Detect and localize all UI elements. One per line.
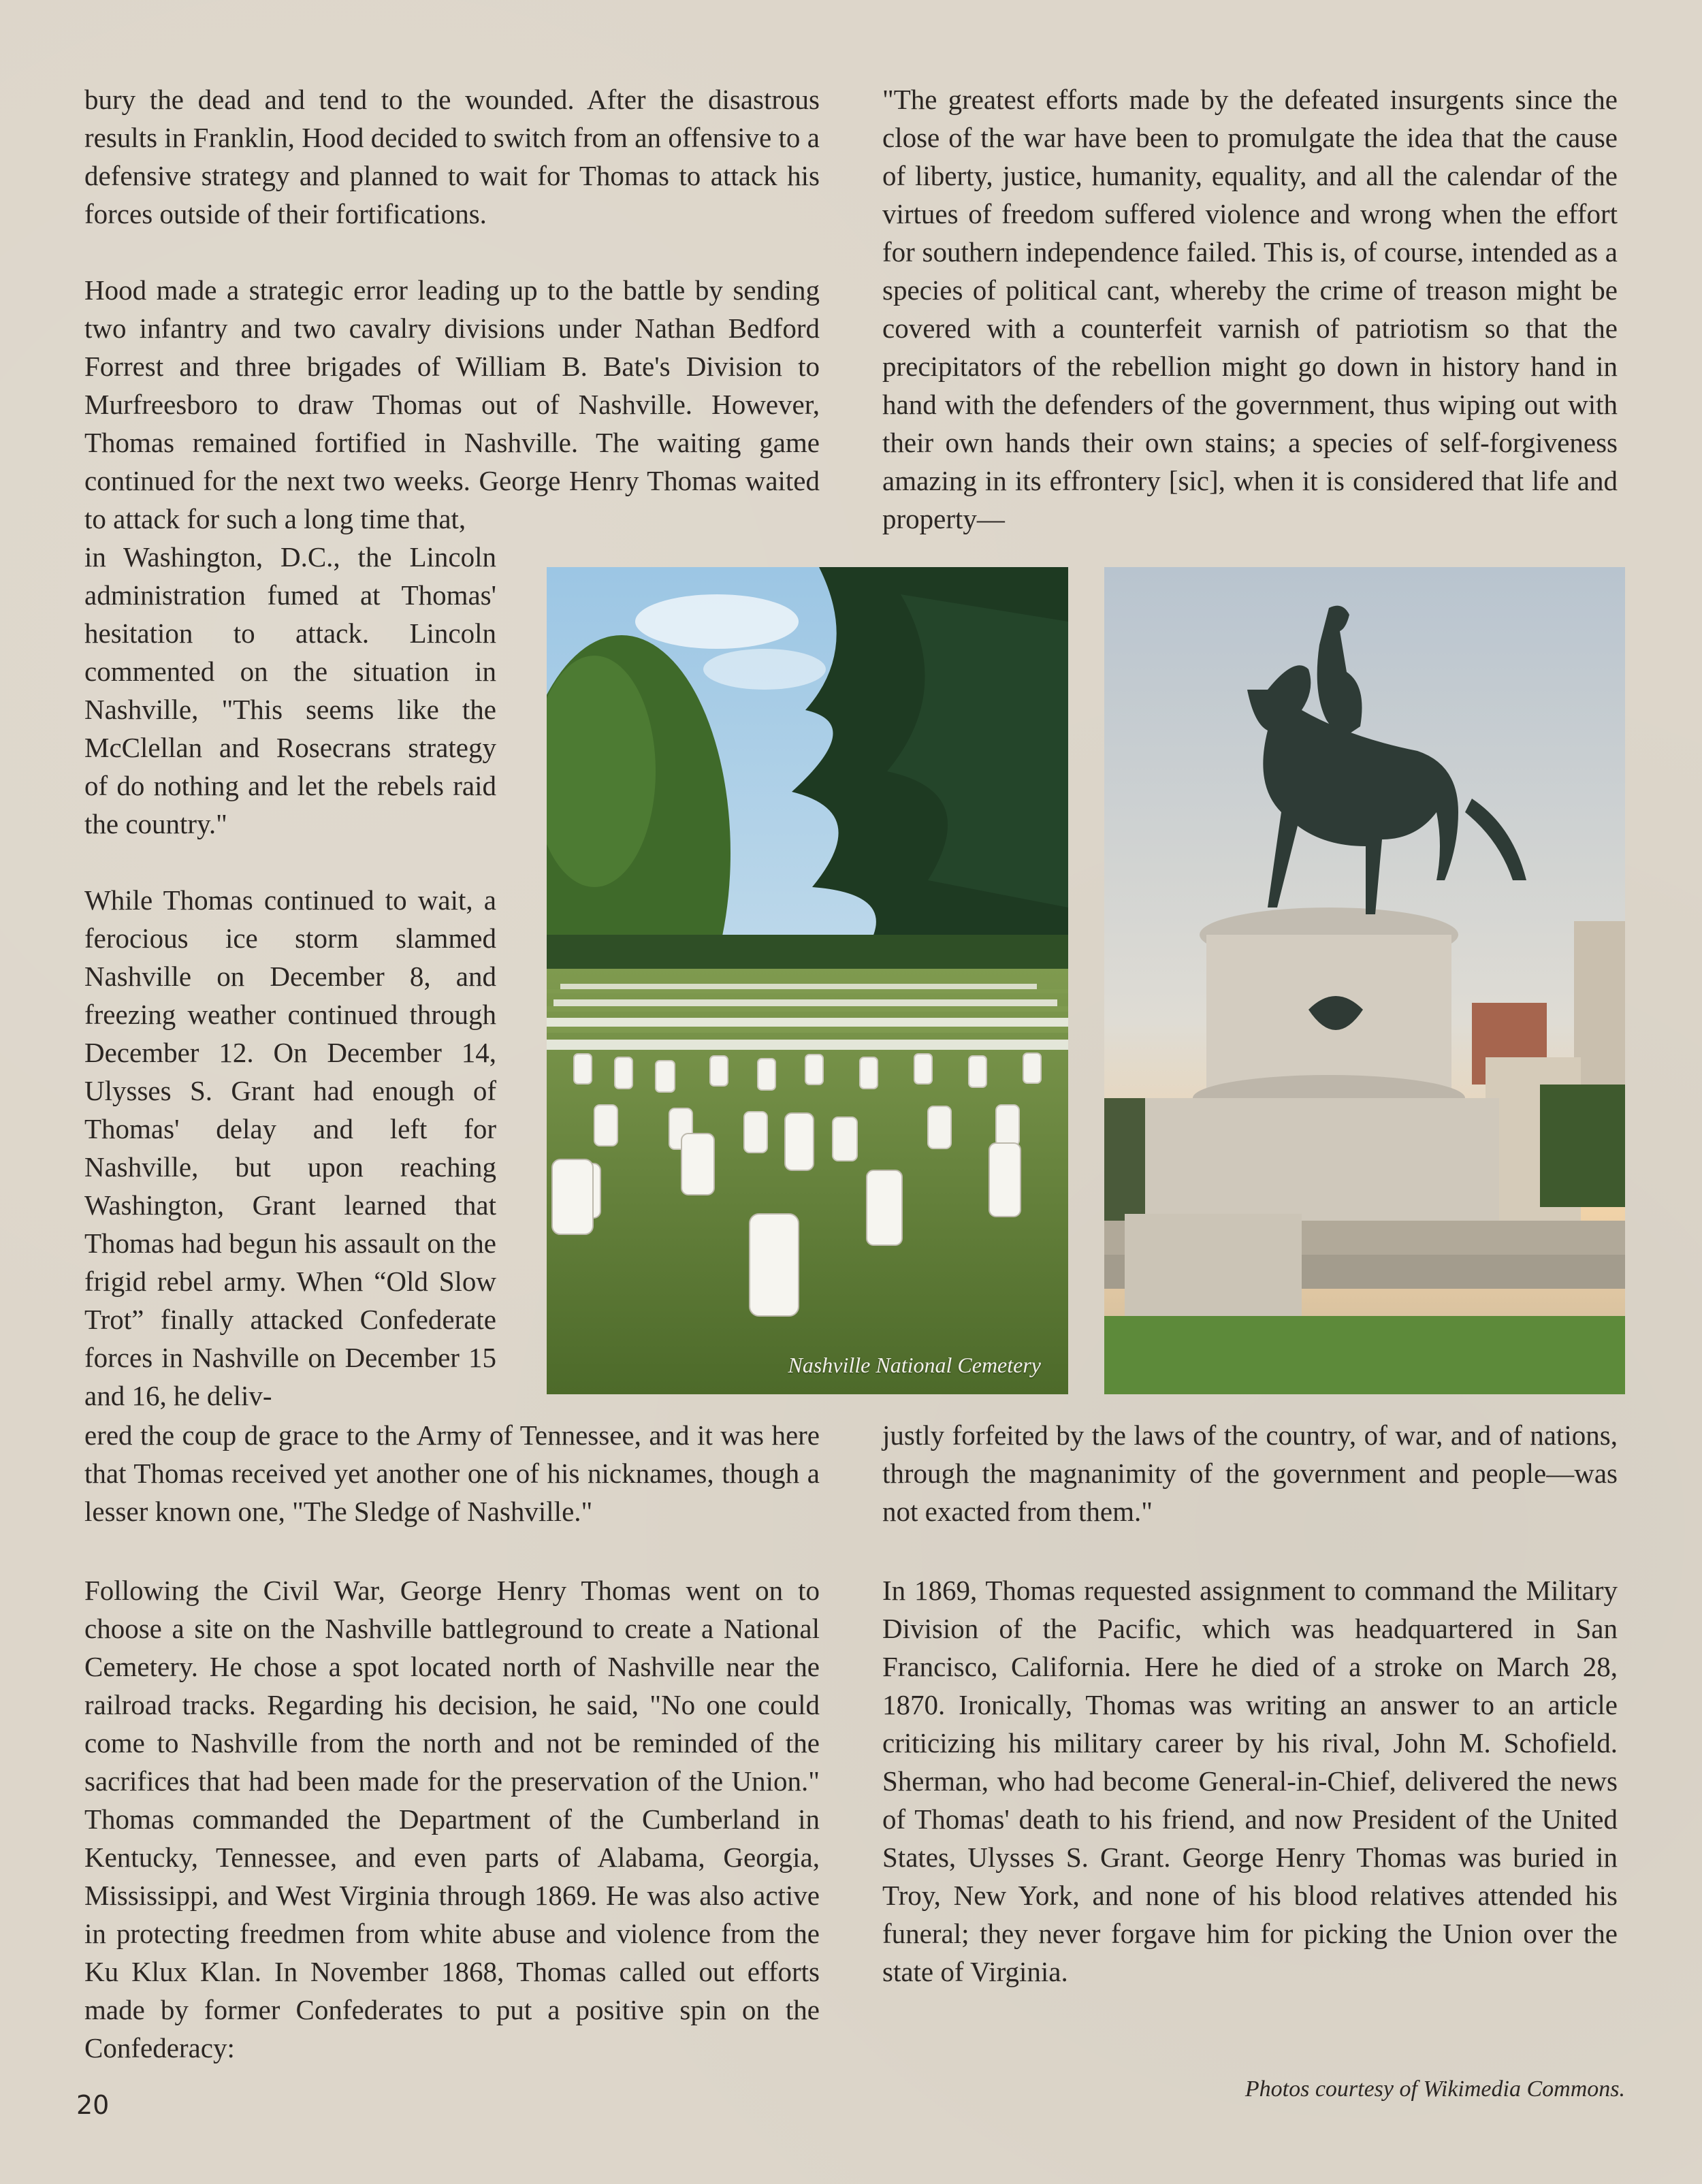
left-paragraph-3-continued: ered the coup de grace to the Army of Tennessee, and it was here that Thomas received yet another one of his nicknames, though a lesser known one, "The Sledge of Nashville." [84, 1419, 820, 1527]
left-paragraph-2-continued: in Washington, D.C., the Lincoln administration fumed at Thomas' hesitation to attack. Lincoln commented on the situation in Nashville, "This seems like the McClellan and Rosecrans strategy of do nothing and let the rebels raid the country." [84, 541, 496, 839]
statue-photo [1104, 567, 1625, 1394]
right-paragraph-1: "The greatest efforts made by the defeated insurgents since the close of the war have been to promulgate the idea that the cause of liberty, justice, humanity, equality, and all the calendar of the virtues of freedom suffered violence and wrong when the effort for southern independence failed. This is, of course, intended as a species of political cant, whereby the crime of treason might be covered with a counterfeit varnish of patriotism so that the precipitators of the rebellion might go down in history hand in hand with the defenders of the government, thus wiping out with their own hands their own stains; a species of self-forgiveness amazing in its effrontery [sic], when it is considered that life and property— [882, 84, 1618, 534]
statue-illustration [1104, 567, 1625, 1394]
cemetery-caption: Nashville National Cemetery [788, 1353, 1041, 1377]
cemetery-photo [547, 567, 1068, 1394]
right-paragraph-2: In 1869, Thomas requested assignment to command the Military Division of the Pacific, which was headquartered in San Francisco, California. Here he died of a stroke on March 28, 1870. Ironically, Thomas was writing an answer to an article criticizing his military career by his rival, John M. Schofield. Sherman, who had become General-in-Chief, delivered the news of Thomas' death to his friend, and now President of the United States, Ulysses S. Grant. George Henry Thomas was buried in Troy, New York, and none of his blood relatives attended his funeral; they never forgave him for picking the Union over the state of Virginia. [882, 1575, 1618, 1987]
photo-credit: Photos courtesy of Wikimedia Commons. [1245, 2076, 1625, 2102]
page-number: 20 [76, 2090, 110, 2120]
left-paragraph-4: Following the Civil War, George Henry Thomas went on to choose a site on the Nashville battleground to create a National Cemetery. He chose a spot located north of Nashville near the railroad tracks. Regarding his decision, he said, "No one could come to Nashville from the north and not be reminded of the sacrifices that had been made for the preservation of the Union." Thomas commanded the Department of the Cumberland in Kentucky, Tennessee, and even parts of Alabama, Georgia, Mississippi, and West Virginia through 1869. He was also active in protecting freedmen from white abuse and violence from the Ku Klux Klan. In November 1868, Thomas called out efforts made by former Confederates to put a positive spin on the Confederacy: [84, 1575, 820, 2063]
left-paragraph-3: While Thomas continued to wait, a ferocious ice storm slammed Nashville on December 8, and freezing weather continued through December 12. On December 14, Ulysses S. Grant had enough of Thomas' delay and left for Nashville, but upon reaching Washington, Grant learned that Thomas had begun his assault on the frigid rebel army. When “Old Slow Trot” finally attacked Confederate forces in Nashville on December 15 and 16, he deliv- [84, 884, 496, 1411]
cemetery-illustration [547, 567, 1068, 1394]
left-paragraph-1: bury the dead and tend to the wounded. After the disastrous results in Franklin, Hood decided to switch from an offensive to a defensive strategy and planned to wait for Thomas to attack his forces outside of their fortifications. [84, 84, 820, 229]
left-paragraph-2: Hood made a strategic error leading up to the battle by sending two infantry and two cavalry divisions under Nathan Bedford Forrest and three brigades of William B. Bate's Division to Murfreesboro to draw Thomas out of Nashville. However, Thomas remained fortified in Nashville. The waiting game continued for the next two weeks. George Henry Thomas waited to attack for such a long time that, [84, 274, 820, 534]
right-paragraph-1-continued: justly forfeited by the laws of the country, of war, and of nations, through the magnanimity of the government and people—was not exacted from them." [882, 1419, 1618, 1527]
